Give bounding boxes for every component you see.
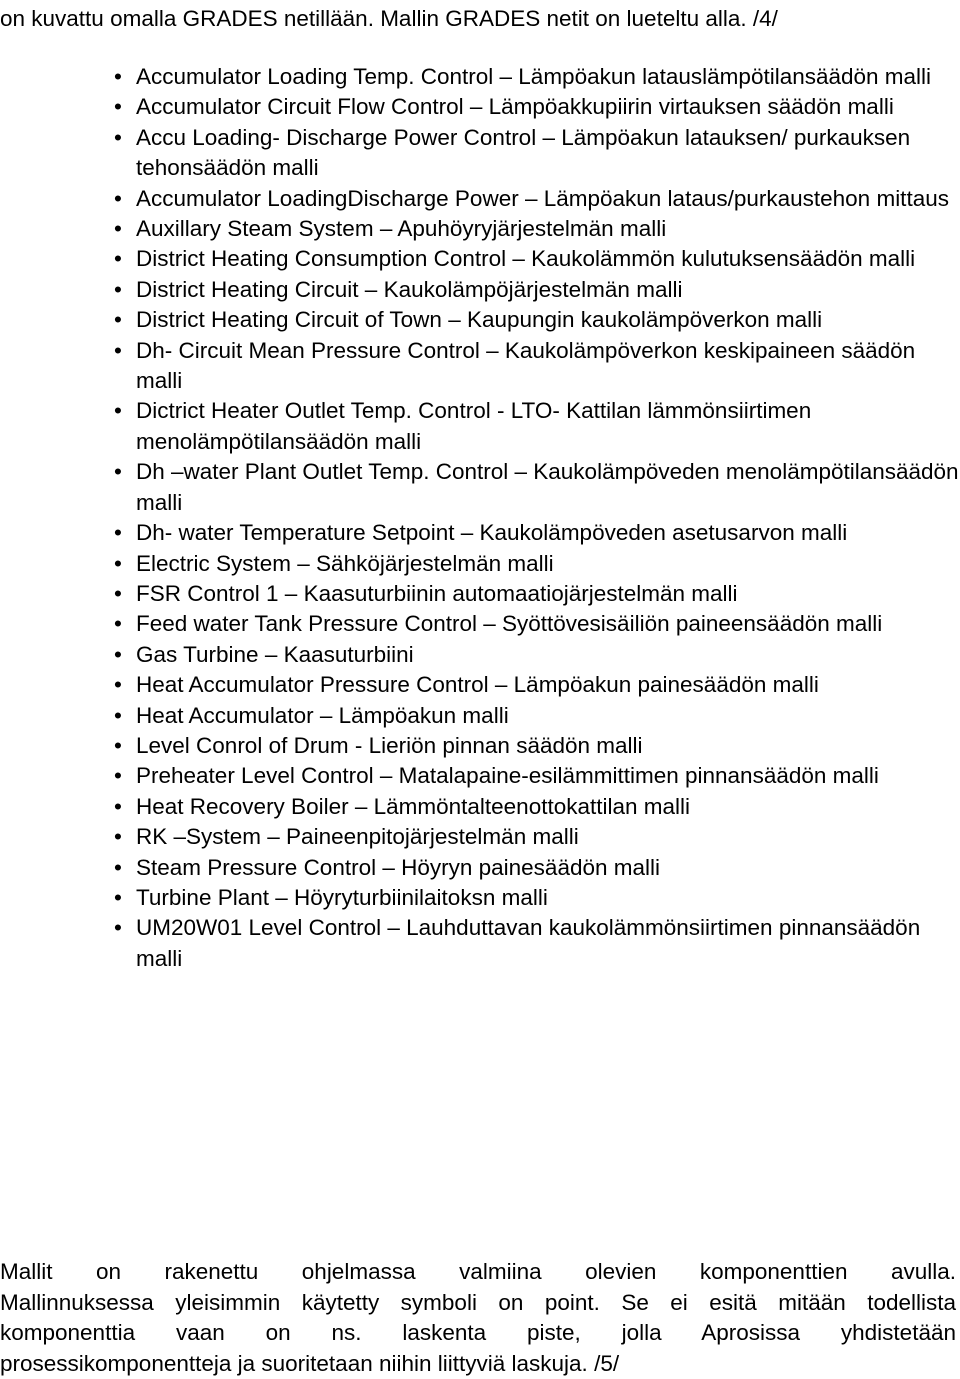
list-item-text: Heat Accumulator Pressure Control – Lämpöakun painesäädön malli (136, 672, 819, 697)
bullet-icon: • (114, 853, 122, 883)
list-item-text: Accumulator Loading Temp. Control – Lämpöakun latauslämpötilansäädön malli (136, 64, 931, 89)
list-item (109, 853, 960, 883)
list-item (109, 549, 960, 579)
list-item-text: Accu Loading- Discharge Power Control – Lämpöakun latauksen/ purkauksen tehonsäädön malli (136, 125, 910, 180)
paragraph-line: prosessikomponentteja ja suoritetaan niihin liittyviä laskuja. /5/ (0, 1349, 956, 1379)
list-item-text: FSR Control 1 – Kaasuturbiinin automaatiojärjestelmän malli (136, 581, 738, 606)
list-item (109, 670, 960, 700)
list-item-text: Dh –water Plant Outlet Temp. Control – Kaukolämpöveden menolämpötilansäädön malli (136, 459, 959, 514)
bullet-icon: • (114, 731, 122, 761)
list-item (109, 305, 960, 335)
list-item-text: Electric System – Sähköjärjestelmän malli (136, 551, 554, 576)
list-item-text: Accumulator Circuit Flow Control – Lämpöakkupiirin virtauksen säädön malli (136, 94, 894, 119)
list-item (109, 518, 960, 548)
model-list (109, 62, 960, 974)
list-item-text: RK –System – Paineenpitojärjestelmän malli (136, 824, 579, 849)
list-item (109, 761, 960, 791)
list-item (109, 123, 960, 184)
list-item-text: UM20W01 Level Control – Lauhduttavan kaukolämmönsiirtimen pinnansäädön malli (136, 915, 920, 970)
bullet-icon: • (114, 761, 122, 791)
bullet-icon: • (114, 396, 122, 426)
bullet-icon: • (114, 62, 122, 92)
paragraph-line: Mallit on rakenettu ohjelmassa valmiina olevien komponenttien avulla. (0, 1257, 956, 1288)
list-item-text: Accumulator LoadingDischarge Power – Lämpöakun lataus/purkaustehon mittaus (136, 186, 949, 211)
paragraph-line: komponenttia vaan on ns. laskenta piste, jolla Aprosissa yhdistetään (0, 1318, 956, 1349)
list-item (109, 336, 960, 397)
closing-paragraph (0, 1257, 956, 1379)
list-item-text: Dictrict Heater Outlet Temp. Control - LTO- Kattilan lämmönsiirtimen menolämpötilansäädön malli (136, 398, 811, 453)
list-item (109, 275, 960, 305)
bullet-icon: • (114, 670, 122, 700)
list-item-text: Auxillary Steam System – Apuhöyryjärjestelmän malli (136, 216, 666, 241)
list-item (109, 792, 960, 822)
bullet-icon: • (114, 184, 122, 214)
bullet-icon: • (114, 609, 122, 639)
list-item-text: District Heating Circuit – Kaukolämpöjärjestelmän malli (136, 277, 682, 302)
bullet-icon: • (114, 214, 122, 244)
list-item-text: Level Conrol of Drum - Lieriön pinnan säädön malli (136, 733, 643, 758)
bullet-icon: • (114, 92, 122, 122)
list-item (109, 396, 960, 457)
bullet-icon: • (114, 336, 122, 366)
list-item (109, 457, 960, 518)
bullet-icon: • (114, 244, 122, 274)
bullet-icon: • (114, 579, 122, 609)
bullet-icon: • (114, 701, 122, 731)
paragraph-line: Mallinnuksessa yleisimmin käytetty symboli on point. Se ei esitä mitään todellista (0, 1288, 956, 1319)
list-item (109, 609, 960, 639)
list-item (109, 883, 960, 913)
list-item (109, 640, 960, 670)
bullet-icon: • (114, 305, 122, 335)
list-item-text: Heat Recovery Boiler – Lämmöntalteenottokattilan malli (136, 794, 690, 819)
list-item-text: District Heating Circuit of Town – Kaupungin kaukolämpöverkon malli (136, 307, 822, 332)
intro-line: on kuvattu omalla GRADES netillään. Mallin GRADES netit on lueteltu alla. /4/ (0, 4, 778, 34)
list-item (109, 184, 960, 214)
list-item (109, 731, 960, 761)
list-item-text: Preheater Level Control – Matalapaine-esilämmittimen pinnansäädön malli (136, 763, 879, 788)
list-item (109, 62, 960, 92)
list-item-text: Dh- water Temperature Setpoint – Kaukolämpöveden asetusarvon malli (136, 520, 847, 545)
bullet-icon: • (114, 123, 122, 153)
list-item (109, 701, 960, 731)
list-item-text: Heat Accumulator – Lämpöakun malli (136, 703, 509, 728)
bullet-icon: • (114, 457, 122, 487)
list-item-text: Gas Turbine – Kaasuturbiini (136, 642, 414, 667)
bullet-icon: • (114, 640, 122, 670)
bullet-icon: • (114, 275, 122, 305)
list-item (109, 92, 960, 122)
list-item (109, 244, 960, 274)
bullet-icon: • (114, 883, 122, 913)
list-item (109, 822, 960, 852)
list-item (109, 913, 960, 974)
list-item-text: Steam Pressure Control – Höyryn painesäädön malli (136, 855, 660, 880)
bullet-icon: • (114, 792, 122, 822)
list-item-text: Dh- Circuit Mean Pressure Control – Kaukolämpöverkon keskipaineen säädön malli (136, 338, 915, 393)
list-item-text: Turbine Plant – Höyryturbiinilaitoksn malli (136, 885, 548, 910)
list-item-text: District Heating Consumption Control – Kaukolämmön kulutuksensäädön malli (136, 246, 915, 271)
bullet-icon: • (114, 913, 122, 943)
bullet-icon: • (114, 822, 122, 852)
list-item-text: Feed water Tank Pressure Control – Syöttövesisäiliön paineensäädön malli (136, 611, 882, 636)
list-item (109, 214, 960, 244)
bullet-icon: • (114, 549, 122, 579)
list-item (109, 579, 960, 609)
bullet-icon: • (114, 518, 122, 548)
